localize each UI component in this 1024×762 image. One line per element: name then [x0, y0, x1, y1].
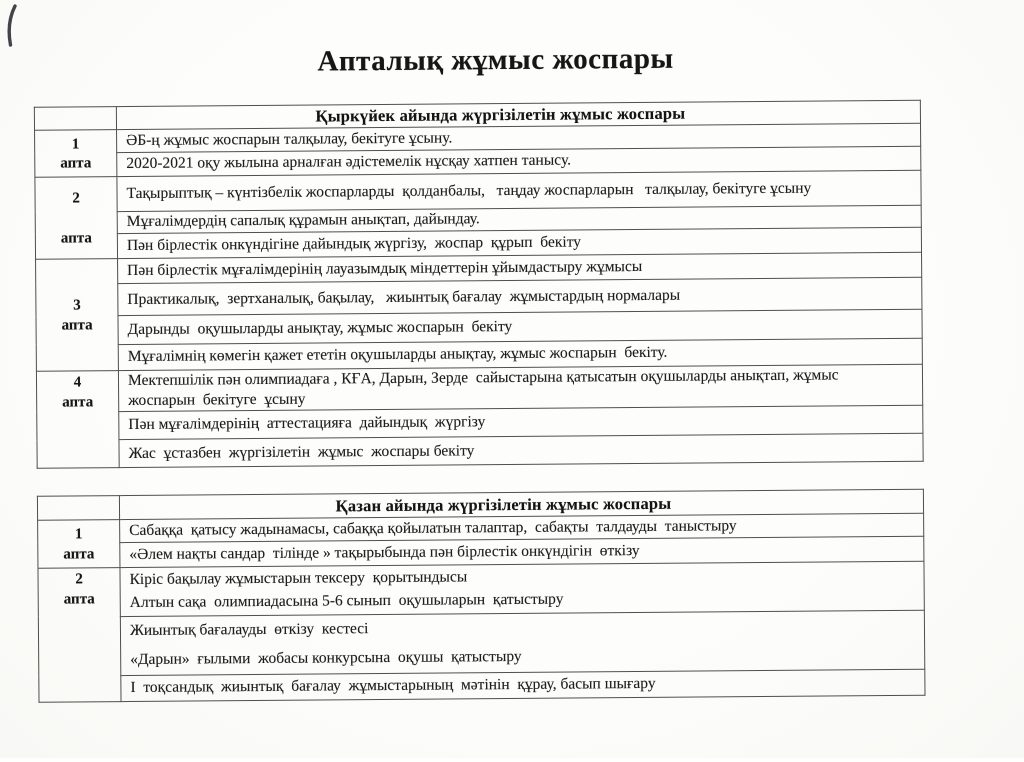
task-text: Мұғалімдердің сапалық құрамын анықтап, дайындау. [126, 210, 480, 231]
task-text: жоспарын бекітуге ұсыну [128, 390, 306, 409]
task-text: І тоқсандық жиынтық бағалау жұмыстарының мәтінін құрау, басып шығару [130, 675, 656, 697]
week-number: 1 [71, 135, 80, 152]
task-text: Алтын сақа олимпиадасына 5-6 сынып оқушыларын қатыстыру [129, 591, 564, 612]
task-text: «Әлем нақты сандар тілінде » тақырыбында пән бірлестік онкүндігін өткізу [129, 541, 640, 563]
task-cell [120, 561, 924, 616]
task-cell [121, 669, 925, 702]
table-header-text: Қыркүйек айында жүргізілетін жұмыс жоспары [315, 103, 686, 126]
task-cell [118, 364, 922, 411]
october-plan-table [37, 489, 926, 703]
task-text: Мектепшілік пән олимпиадаға , КҒА, Дарын, Зерде сайыстарына қатысатын оқушыларды анықтап, жұмыс [127, 366, 839, 390]
table-header-text: Қазан айында жүргізілетін жұмыс жоспары [335, 493, 672, 515]
task-text: Пән бірлестік мұғалімдерінің лауазымдық міндеттерін ұйымдастыру жұмысы [127, 258, 643, 280]
task-text: Дарынды оқушыларды анықтау, жұмыс жоспарын бекіту [127, 317, 513, 338]
september-plan-table [34, 100, 924, 469]
table-corner-cell [37, 496, 119, 521]
task-text: Пән мұғалімдерінің аттестацияға дайындық жүргізу [128, 413, 486, 434]
task-text: Жиынтық бағалауды өткізу кестесі [129, 620, 369, 640]
task-text: Тақырыптық – күнтізбелік жоспарларды қолданбалы, таңдау жоспарларын талқылау, бекітуге ұсыну [126, 179, 812, 202]
week-word: апта [62, 393, 94, 411]
task-text: ӘБ-ң жұмыс жоспарын талқылау, бекітуге ұсыну. [126, 129, 453, 149]
task-cell [120, 610, 924, 675]
week-2-label-cell [35, 177, 118, 260]
task-text: «Дарын» ғылыми жобасы конкурсына оқушы қатыстыру [130, 647, 522, 668]
week-1-label-cell [35, 130, 117, 178]
task-text: Жас ұстазбен жүргізілетін жұмыс жоспары бекіту [128, 441, 475, 462]
table-corner-cell [34, 107, 116, 131]
task-text: Мұғалімнің көмегін қажет ететін оқушыларды анықтау, жұмыс жоспарын бекіту. [127, 343, 668, 366]
week-4-label-cell [36, 371, 119, 469]
week-number: 3 [73, 297, 81, 314]
week-word: апта [63, 545, 95, 563]
page-title: Апталық жұмыс жоспары [317, 42, 674, 78]
task-text: Практикалық, зертханалық, бақылау, жиынтық бағалау жұмыстардың нормалары [127, 286, 681, 308]
week-word: апта [60, 229, 92, 247]
week-number: 2 [72, 190, 80, 207]
week-word: апта [60, 155, 92, 172]
task-cell [119, 434, 923, 468]
week-number: 1 [74, 526, 83, 543]
week-3-label-cell [36, 259, 119, 372]
week-1-label-cell [38, 520, 120, 569]
task-text: 2020-2021 оқу жылына арналған әдістемелік нұсқау хатпен танысу. [126, 151, 572, 173]
week-word: апта [61, 316, 93, 334]
week-number: 4 [73, 374, 82, 391]
week-word: апта [63, 590, 95, 608]
week-2-label-cell [38, 568, 121, 703]
task-text: Пән бірлестік онкүндігіне дайындық жүргізу, жоспар құрып бекіту [126, 233, 582, 255]
task-text: Сабаққа қатысу жадынамасы, сабаққа қойылатын талаптар, сабақты талдауды таныстыру [129, 517, 737, 539]
task-text: Кіріс бақылау жұмыстарын тексеру қорытындысы [129, 568, 468, 588]
week-number: 2 [75, 571, 83, 588]
